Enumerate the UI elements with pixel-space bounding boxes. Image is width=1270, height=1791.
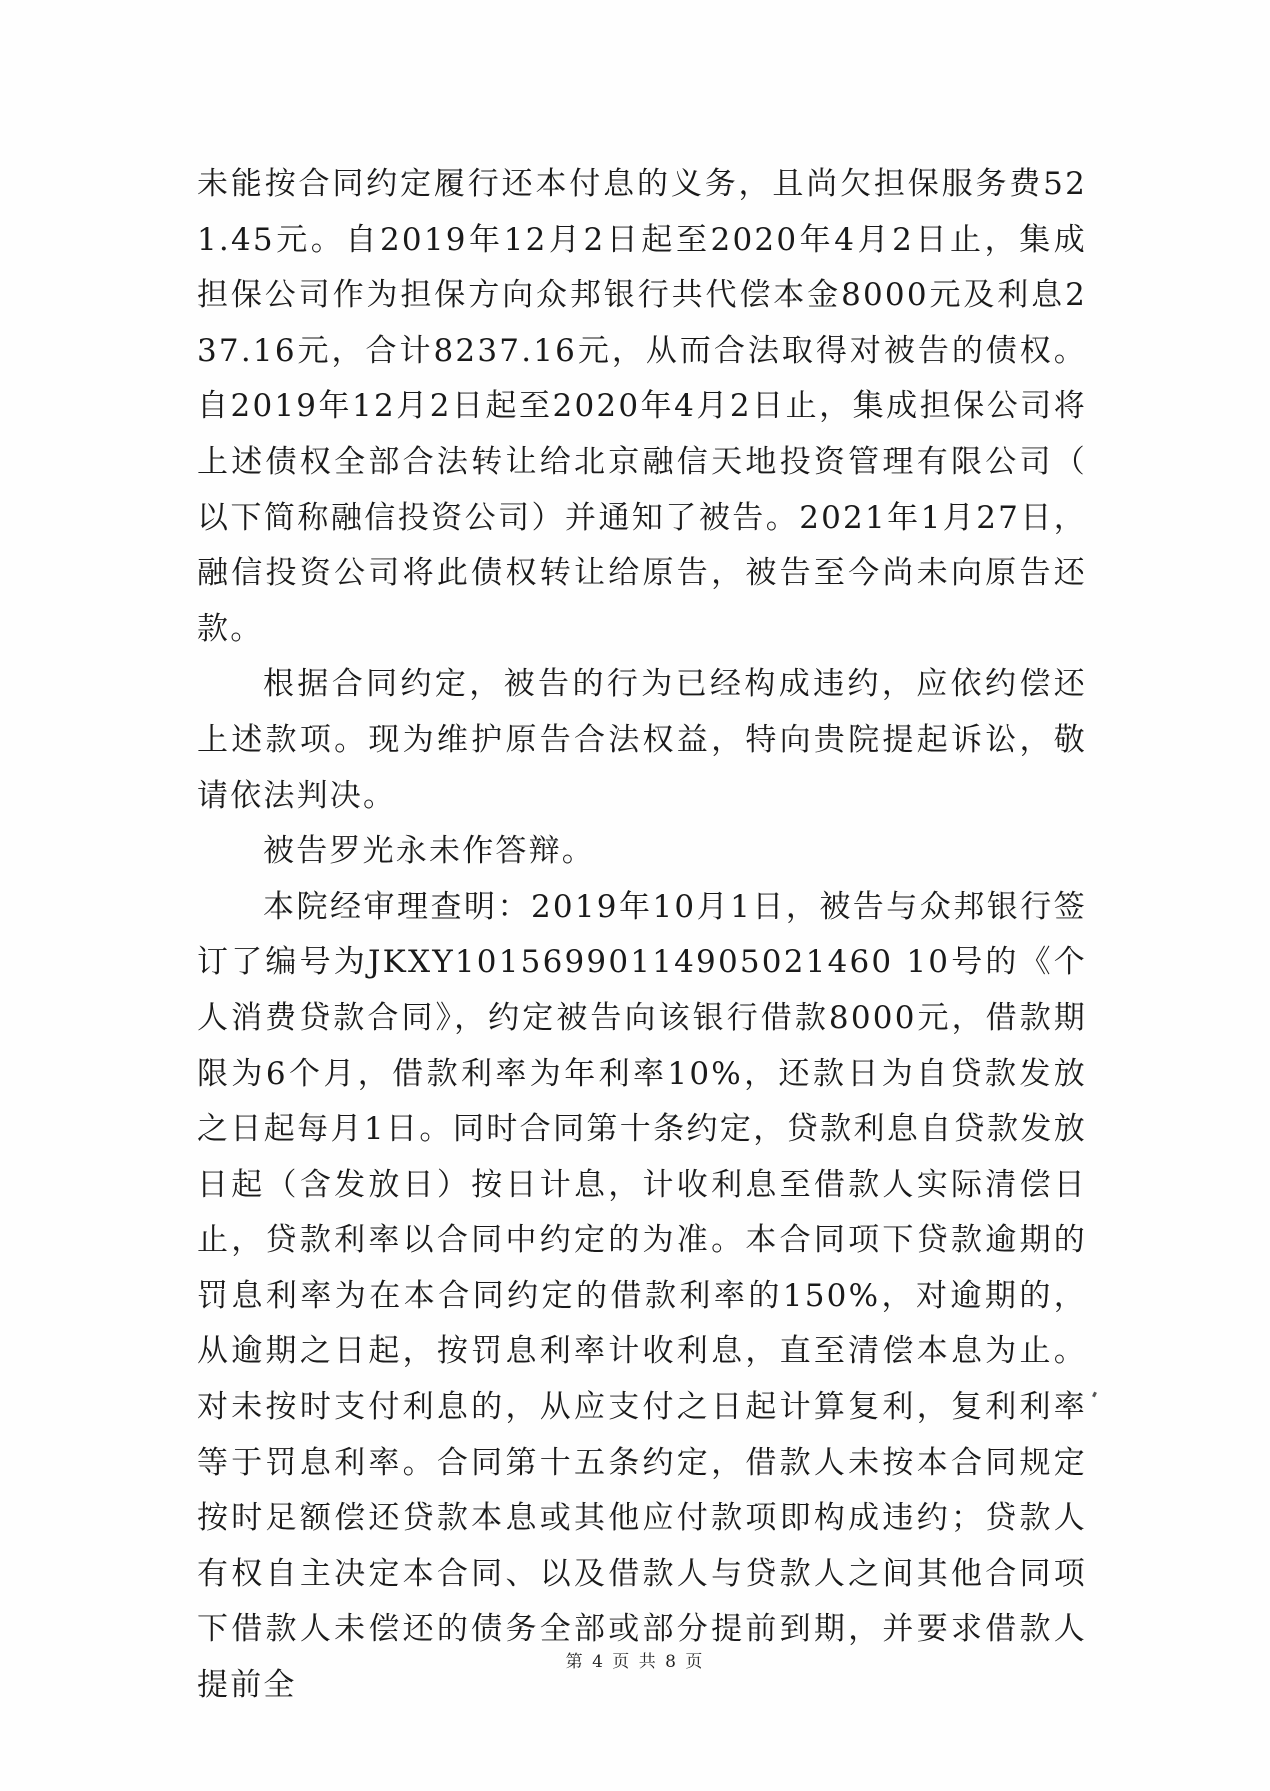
paragraph-court-findings: 本院经审理查明：2019年10月1日，被告与众邦银行签订了编号为JKXY10156990114905021460 10号的《个人消费贷款合同》，约定被告向该银行借款8000元，借款期限为6个月，借款利率为年利率10%，还款日为自贷款发放之日起每月1日。同时合同第十条约定，贷款利息自贷款发放日起（含发放日）按日计息，计收利息至借款人实际清偿日止，贷款利率以合同中约定的为准。本合同项下贷款逾期的罚息利率为在本合同约定的借款利率的150%，对逾期的，从逾期之日起，按罚息利率计收利息，直至清偿本息为止。对未按时支付利息的，从应支付之日起计算复利，复利利率等于罚息利率。合同第十五条约定，借款人未按本合同规定按时足额偿还贷款本息或其他应付款项即构成违约；贷款人有权自主决定本合同、以及借款人与贷款人之间其他合同项下借款人未偿还的债务全部或部分提前到期，并要求借款人提前全 <box>197 888 1087 1704</box>
page-number-footer: 第 4 页 共 8 页 <box>565 1652 705 1672</box>
judgment-body <box>197 157 1087 1714</box>
paragraph-plaintiff-claim: 根据合同约定，被告的行为已经构成违约，应依约偿还上述款项。现为维护原告合法权益，特向贵院提起诉讼，敬请依法判决。 <box>197 666 1087 814</box>
paragraph-defendant-no-defense: 被告罗光永未作答辩。 <box>263 833 595 870</box>
paragraph-guarantee-debt: 未能按合同约定履行还本付息的义务，且尚欠担保服务费521.45元。自2019年12月2日起至2020年4月2日止，集成担保公司作为担保方向众邦银行共代偿本金8000元及利息237.16元，合计8237.16元，从而合法取得对被告的债权。自2019年12月2日起至2020年4月2日止，集成担保公司将上述债权全部合法转让给北京融信天地投资管理有限公司（以下简称融信投资公司）并通知了被告。2021年1月27日，融信投资公司将此债权转让给原告，被告至今尚未向原告还款。 <box>197 166 1087 647</box>
scan-mark <box>1092 1392 1097 1398</box>
